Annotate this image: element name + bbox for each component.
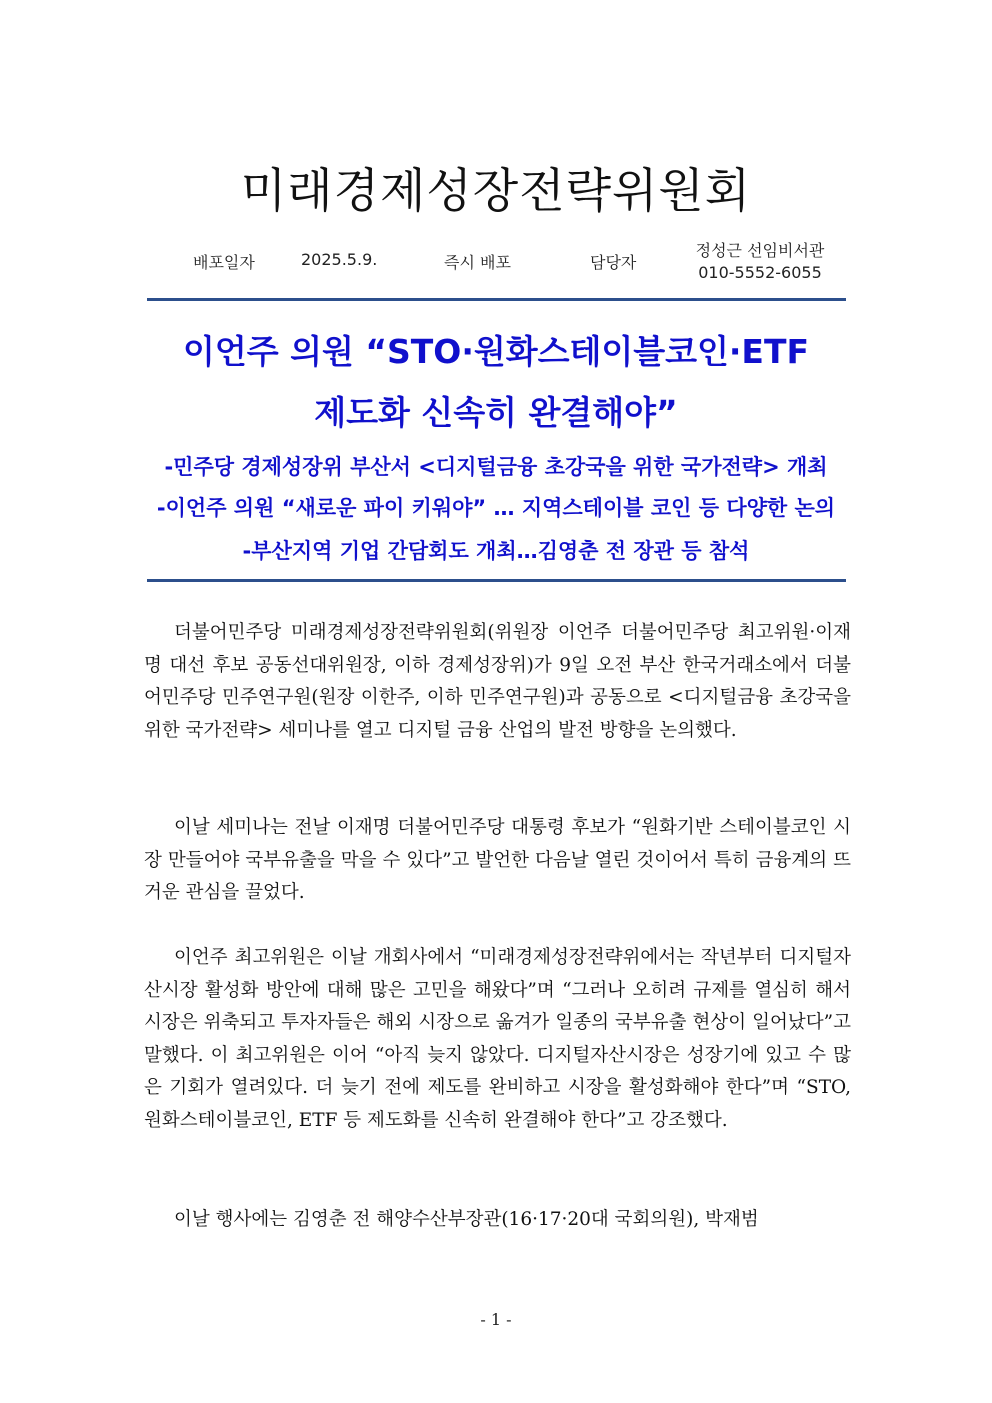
body-paragraph-2: 이날 세미나는 전날 이재명 더불어민주당 대통령 후보가 “원화기반 스테이블코인 시장 만들어야 국부유출을 막을 수 있다”고 발언한 다음날 열린 것이어서 특히 금융계의 뜨거운 관심을 끌었다.	[144, 817, 851, 903]
contact-label: 담당자	[590, 253, 637, 272]
top-divider	[147, 298, 846, 301]
release-type: 즉시 배포	[444, 253, 511, 272]
body-paragraph-3: 이언주 최고위원은 이날 개회사에서 “미래경제성장전략위에서는 작년부터 디지털자산시장 활성화 방안에 대해 많은 고민을 해왔다”며 “그러나 오히려 규제를 열심히 해서 시장은 위축되고 투자자들은 해외 시장으로 옮겨가 일종의 국부유출 현상이 일어났다”고 말했다. 이 최고위원은 이어 “아직 늦지 않았다. 디지털자산시장은 성장기에 있고 수 많은 기회가 열려있다. 더 늦기 전에 제도를 완비하고 시장을 활성화해야 한다”며 “STO, 원화스테이블코인, ETF 등 제도화를 신속히 완결해야 한다”고 강조했다.	[144, 947, 851, 1131]
subhead-1: -민주당 경제성장위 부산서 <디지털금융 초강국을 위한 국가전략> 개최	[164, 455, 828, 479]
headline-line-1: 이언주 의원 “STO·원화스테이블코인·ETF	[182, 332, 810, 371]
page-number: - 1 -	[480, 1310, 512, 1329]
contact-phone: 010-5552-6055	[698, 263, 822, 282]
contact-info	[690, 240, 830, 284]
headline-line-2: 제도화 신속히 완결해야”	[314, 393, 678, 432]
body-paragraph-1: 더불어민주당 미래경제성장전략위원회(위원장 이언주 더불어민주당 최고위원·이재명 대선 후보 공동선대위원장, 이하 경제성장위)가 9일 오전 부산 한국거래소에서 더불어민주당 민주연구원(원장 이한주, 이하 민주연구원)과 공동으로 <디지털금융 초강국을 위한 국가전략> 세미나를 열고 디지털 금융 산업의 발전 방향을 논의했다.	[144, 622, 851, 741]
subhead-2: -이언주 의원 “새로운 파이 키워야” … 지역스테이블 코인 등 다양한 논의	[156, 496, 836, 520]
release-date: 2025.5.9.	[301, 250, 378, 269]
body-paragraph-4: 이날 행사에는 김영춘 전 해양수산부장관(16·17·20대 국회의원), 박재범	[174, 1209, 759, 1230]
subhead-3: -부산지역 기업 간담회도 개최…김영춘 전 장관 등 참석	[242, 539, 750, 563]
contact-name: 정성근 선임비서관	[695, 241, 825, 260]
bottom-divider	[147, 579, 846, 582]
release-date-label: 배포일자	[193, 253, 255, 272]
org-title: 미래경제성장전략위원회	[240, 164, 752, 219]
